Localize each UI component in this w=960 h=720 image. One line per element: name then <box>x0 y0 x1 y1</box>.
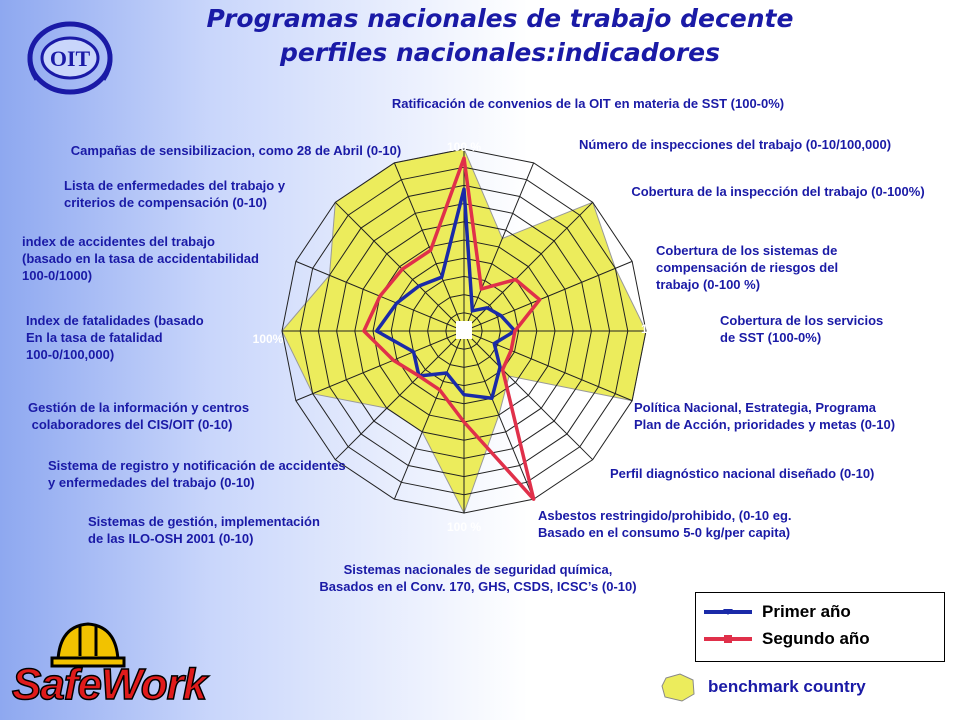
axis-label <box>631 184 924 199</box>
title-line-2: perfiles nacionales:indicadores <box>279 38 721 67</box>
tick-label-left: 100% <box>252 332 284 346</box>
axis-label-line: compensación de riesgos del <box>656 260 839 275</box>
axis-label-line: (basado en la tasa de accidentabilidad <box>22 251 259 266</box>
axis-label-line: de las ILO-OSH 2001 (0-10) <box>88 531 254 546</box>
legend-label-second-year: Segundo año <box>762 629 870 648</box>
safework-brand <box>12 660 206 710</box>
axis-label-line: Sistemas nacionales de seguridad química, <box>343 562 613 577</box>
axis-label <box>28 400 249 432</box>
axis-label-line: 100-0/100,000) <box>26 347 115 362</box>
axis-label-line: 100-0/1000) <box>22 268 93 283</box>
legend <box>695 592 945 662</box>
axis-label <box>71 143 401 158</box>
axis-label-line: Plan de Acción, prioridades y metas (0-10) <box>634 417 896 432</box>
axis-label <box>656 243 838 292</box>
oit-logo-text: OIT <box>49 46 91 71</box>
axis-label-line: Gestión de la información y centros <box>28 400 250 415</box>
axis-label-line: Cobertura de los servicios <box>720 313 884 328</box>
axis-label-line: Campañas de sensibilizacion, como 28 de Abril (0-10) <box>70 143 402 158</box>
axis-label-line: criterios de compensación (0-10) <box>64 195 268 210</box>
tick-left <box>248 329 288 347</box>
axis-label <box>48 458 346 490</box>
axis-label <box>634 400 895 432</box>
axis-label-line: Sistema de registro y notificación de accidentes <box>48 458 346 473</box>
legend-line-first-year-icon <box>704 605 752 619</box>
brand-safe: Safe <box>12 660 101 709</box>
axis-label-line: Lista de enfermedades del trabajo y <box>64 178 286 193</box>
axis-label-line: Número de inspecciones del trabajo (0-10/100,000) <box>578 137 892 152</box>
axis-label-line: y enfermedades del trabajo (0-10) <box>48 475 255 490</box>
axis-label-line: Sistemas de gestión, implementación <box>88 514 320 529</box>
benchmark-legend <box>660 672 866 702</box>
brand-work: Work <box>100 660 207 709</box>
axis-label-line: Cobertura de la inspección del trabajo (0-100%) <box>631 184 925 199</box>
axis-label <box>579 137 891 152</box>
tick-bottom <box>440 517 488 535</box>
title-line-1: Programas nacionales de trabajo decente <box>206 4 794 33</box>
axis-label-line: Cobertura de los sistemas de <box>656 243 838 258</box>
axis-label <box>64 178 286 210</box>
axis-label-line: En la tasa de fatalidad <box>26 330 163 345</box>
axis-label-line: trabajo (0-100 %) <box>656 277 761 292</box>
axis-label-line: Asbestos restringido/prohibido, (0-10 eg. <box>538 508 792 523</box>
axis-label <box>22 234 259 283</box>
axis-label-line: Ratificación de convenios de la OIT en materia de SST (100-0%) <box>391 96 785 111</box>
axis-label <box>319 562 636 594</box>
axis-label-line: de SST (100-0%) <box>720 330 822 345</box>
axis-label <box>610 466 874 481</box>
axis-label-line: colaboradores del CIS/OIT (0-10) <box>28 417 233 432</box>
axis-label-line: index de accidentes del trabajo <box>22 234 215 249</box>
tick-label-top: 100 % <box>446 140 482 154</box>
tick-label-bottom: 100 % <box>446 520 482 534</box>
benchmark-swatch-icon <box>660 672 696 702</box>
tick-label-right: 100 % <box>640 322 676 336</box>
oit-logo <box>29 24 111 92</box>
axis-label <box>720 313 883 345</box>
legend-item-second-year <box>704 627 870 651</box>
legend-item-first-year <box>704 600 851 624</box>
benchmark-label: benchmark country <box>708 677 866 696</box>
tick-label-center: 0 <box>460 324 468 338</box>
axis-label-line: Perfil diagnóstico nacional diseñado (0-10) <box>610 466 875 481</box>
tick-top <box>440 137 488 155</box>
axis-label <box>538 508 792 540</box>
axis-label <box>392 96 784 111</box>
axis-label <box>26 313 204 362</box>
axis-label-line: Basado en el consumo 5-0 kg/per capita) <box>538 525 791 540</box>
legend-line-second-year-icon <box>704 632 752 646</box>
tick-center <box>456 321 472 339</box>
tick-right <box>634 319 682 337</box>
axis-label-line: Política Nacional, Estrategia, Programa <box>634 400 877 415</box>
axis-label-line: Basados en el Conv. 170, GHS, CSDS, ICSC’s (0-10) <box>319 579 637 594</box>
axis-label-line: Index de fatalidades (basado <box>26 313 204 328</box>
legend-label-first-year: Primer año <box>762 602 851 621</box>
axis-label <box>88 514 320 546</box>
